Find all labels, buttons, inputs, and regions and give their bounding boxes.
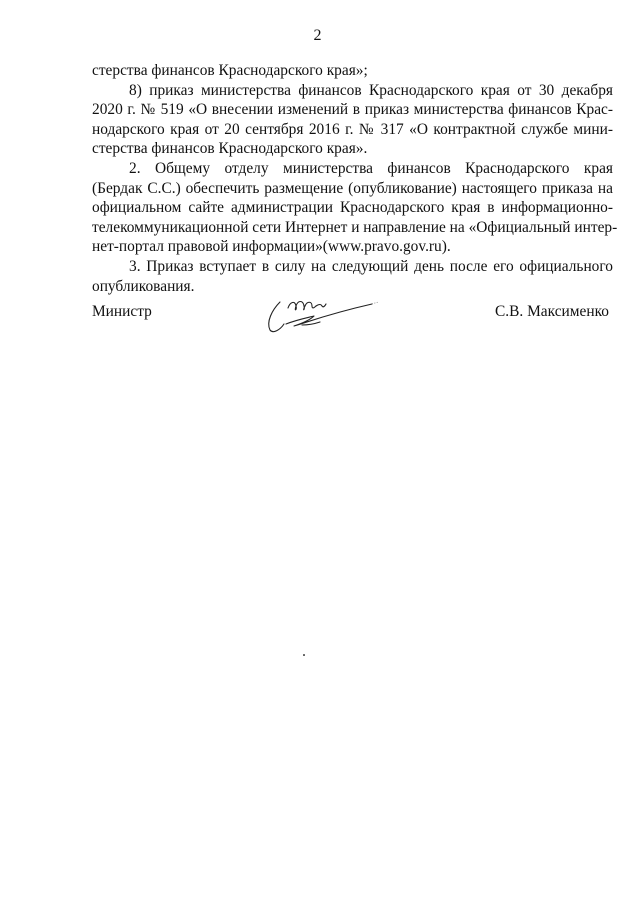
handwritten-signature [262, 294, 382, 338]
paragraph-3 [92, 257, 613, 296]
paragraph-continuation [92, 61, 613, 81]
document-body [92, 61, 618, 296]
text-line: (Бердак С.С.) обеспечить размещение (опубликование) настоящего приказа на [92, 179, 613, 197]
signatory-name: С.В. Максименко [495, 303, 609, 320]
signatory-title: Министр [92, 303, 152, 320]
page-number: 2 [313, 27, 322, 44]
signature-block [92, 300, 613, 340]
text-line: 2. Общему отделу министерства финансов Краснодарского края [129, 159, 613, 177]
text-line: 3. Приказ вступает в силу на следующий день после его официального [129, 257, 613, 275]
text-line: официальном сайте администрации Краснодарского края в информационно- [92, 199, 613, 217]
text-line: опубликования. [92, 277, 195, 295]
scan-speck [303, 654, 305, 656]
text-line: 8) приказ министерства финансов Краснодарского края от 30 декабря [129, 81, 613, 99]
text-line: телекоммуникационной сети Интернет и направление на «Официальный интер- [92, 218, 618, 236]
text-line: нет-портал правовой информации»(www.pravo.gov.ru). [92, 238, 451, 256]
paragraph-2 [92, 159, 618, 257]
text-line: стерства финансов Краснодарского края». [92, 140, 368, 158]
paragraph-item-8 [92, 81, 613, 159]
text-line: стерства финансов Краснодарского края»; [92, 62, 368, 79]
text-line: нодарского края от 20 сентября 2016 г. № 317 «О контрактной службе мини- [92, 120, 613, 138]
text-line: 2020 г. № 519 «О внесении изменений в приказ министерства финансов Крас- [92, 101, 613, 119]
